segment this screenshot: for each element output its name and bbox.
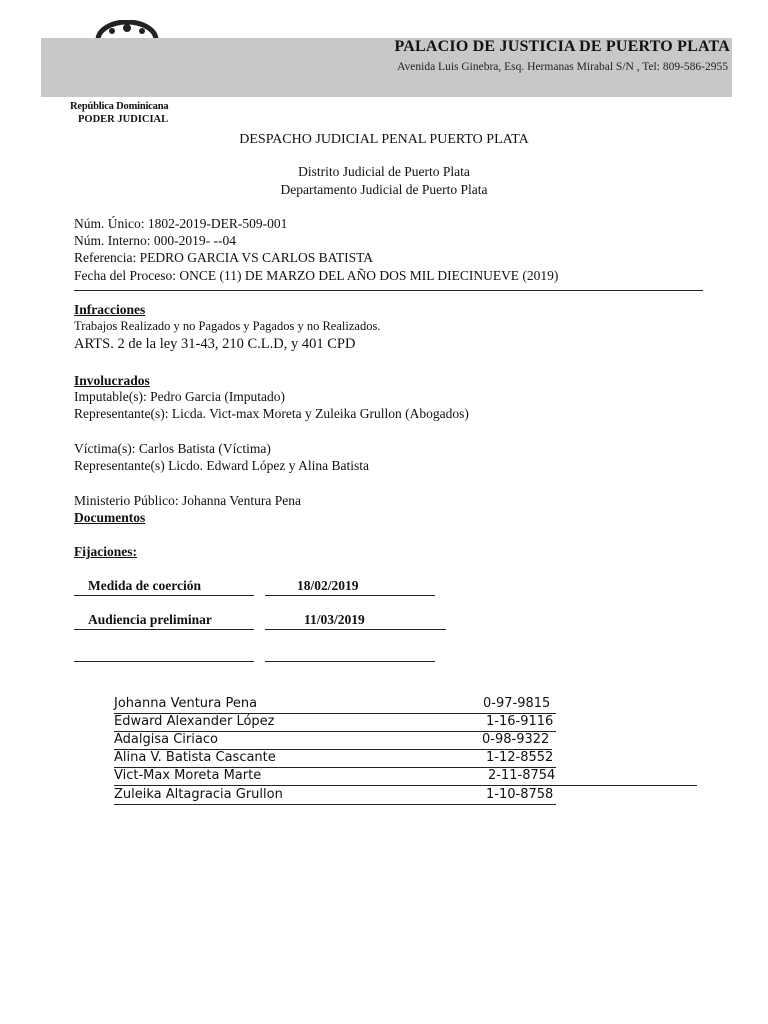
documents-heading: Documentos: [74, 510, 146, 525]
fixation-label: Medida de coerción: [88, 578, 201, 593]
fixation-date-line: [265, 629, 446, 630]
contact-line: [114, 804, 556, 805]
fixation-date: 11/03/2019: [304, 612, 365, 627]
infractions-heading: Infracciones: [74, 302, 146, 317]
infractions-description: Trabajos Realizado y no Pagados y Pagados y no Realizados.: [74, 319, 381, 333]
accused-line: Imputable(s): Pedro Garcia (Imputado): [74, 389, 286, 404]
department-name: Departamento Judicial de Puerto Plata: [280, 182, 488, 197]
blank-fixation-line: [265, 661, 435, 662]
judicial-seal-icon: [90, 20, 164, 40]
contact-id: 1-16-9116: [486, 714, 554, 729]
accused-representatives: Representante(s): Licda. Vict-max Moreta y Zuleika Grullon (Abogados): [74, 406, 469, 421]
victim-representatives: Representante(s) Licdo. Edward López y Alina Batista: [74, 458, 370, 473]
divider: [74, 290, 703, 291]
fixation-date-line: [265, 595, 435, 596]
prosecutor-line: Ministerio Público: Johanna Ventura Pena: [74, 493, 301, 508]
contact-id: 1-12-8552: [486, 750, 554, 765]
victim-line: Víctima(s): Carlos Batista (Víctima): [74, 441, 271, 456]
district-name: Distrito Judicial de Puerto Plata: [298, 164, 470, 179]
contact-name: Zuleika Altagracia Grullon: [114, 787, 283, 802]
case-internal-number: Núm. Interno: 000-2019- --04: [74, 233, 236, 248]
blank-fixation-line: [74, 661, 254, 662]
court-name: PALACIO DE JUSTICIA DE PUERTO PLATA: [394, 38, 730, 55]
fixation-label-line: [74, 595, 254, 596]
contact-id: 1-10-8758: [486, 787, 554, 802]
contact-id: 2-11-8754: [488, 768, 556, 783]
office-title: DESPACHO JUDICIAL PENAL PUERTO PLATA: [239, 132, 529, 147]
infractions-articles: ARTS. 2 de la ley 31-43, 210 C.L.D, y 401 CPD: [74, 336, 356, 352]
involved-heading: Involucrados: [74, 373, 150, 388]
fixations-heading: Fijaciones:: [74, 544, 137, 559]
case-reference: Referencia: PEDRO GARCIA VS CARLOS BATISTA: [74, 250, 374, 265]
contact-line: [114, 785, 697, 786]
court-address: Avenida Luis Ginebra, Esq. Hermanas Mirabal S/N , Tel: 809-586-2955: [397, 61, 728, 73]
contact-id: 0-98-9322: [482, 732, 550, 747]
fixation-date: 18/02/2019: [297, 578, 359, 593]
case-process-date: Fecha del Proceso: ONCE (11) DE MARZO DEL AÑO DOS MIL DIECINUEVE (2019): [74, 268, 559, 283]
fixation-label: Audiencia preliminar: [88, 612, 212, 627]
case-unique-number: Núm. Único: 1802-2019-DER-509-001: [74, 216, 288, 231]
contact-name: Adalgisa Ciriaco: [114, 732, 218, 747]
judicial-power-label: PODER JUDICIAL: [78, 114, 169, 125]
contact-name: Alina V. Batista Cascante: [114, 750, 276, 765]
republic-label: República Dominicana: [70, 101, 169, 112]
contact-id: 0-97-9815: [483, 696, 551, 711]
contact-name: Edward Alexander López: [114, 714, 275, 729]
fixation-label-line: [74, 629, 254, 630]
contact-name: Johanna Ventura Pena: [114, 696, 258, 711]
contact-name: Vict-Max Moreta Marte: [114, 768, 262, 783]
